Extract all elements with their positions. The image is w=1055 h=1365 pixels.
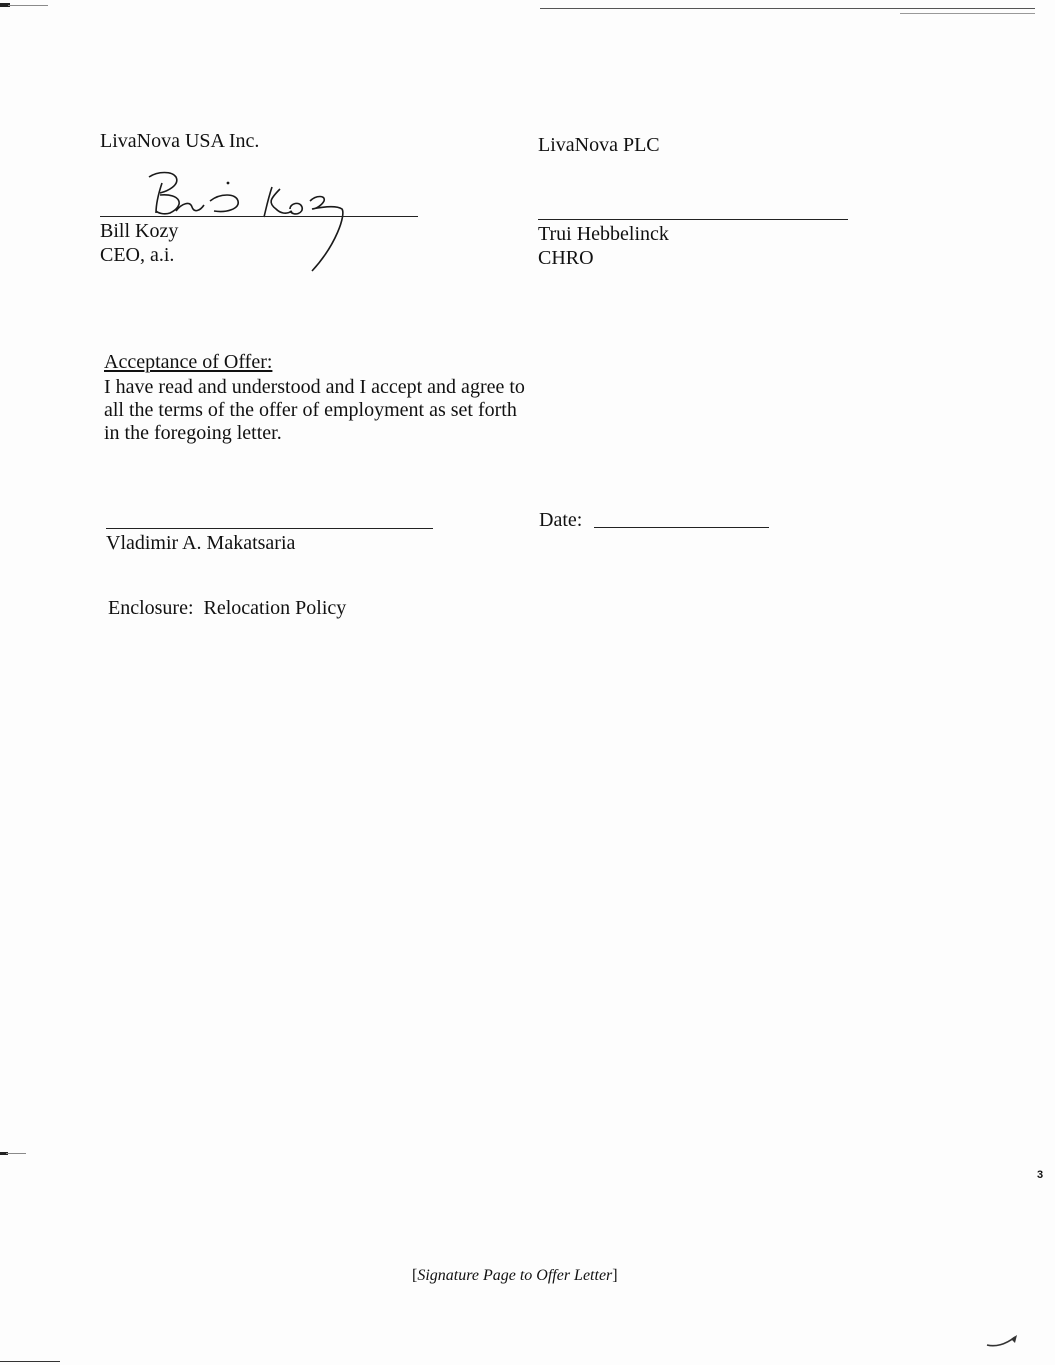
right-signature-line bbox=[538, 219, 848, 220]
scan-artifact-top-left-line bbox=[8, 5, 48, 6]
footer-caption bbox=[412, 1266, 618, 1286]
scan-artifact-top-right-line bbox=[540, 8, 1035, 9]
scan-artifact-bottom-right bbox=[985, 1333, 1025, 1353]
left-signer-name: Bill Kozy bbox=[100, 220, 179, 242]
scan-artifact-bottom-left-line bbox=[0, 1361, 60, 1362]
left-signer-title: CEO, a.i. bbox=[100, 244, 175, 266]
enclosure-text: Enclosure: Relocation Policy bbox=[108, 597, 347, 619]
acceptance-line-2: all the terms of the offer of employment as set forth bbox=[104, 399, 517, 421]
footer-italic-text: Signature Page to Offer Letter bbox=[417, 1267, 613, 1284]
footer-close-bracket: ] bbox=[612, 1267, 618, 1284]
right-signer-title: CHRO bbox=[538, 247, 594, 269]
left-company-name: LivaNova USA Inc. bbox=[100, 130, 260, 152]
page-number: 3 bbox=[1037, 1169, 1044, 1181]
right-signer-name: Trui Hebbelinck bbox=[538, 223, 669, 245]
acceptance-signer-name: Vladimir A. Makatsaria bbox=[106, 532, 296, 554]
scan-artifact-left-mid-line bbox=[6, 1153, 26, 1154]
acceptance-signature-line bbox=[106, 528, 433, 529]
bill-kozy-signature bbox=[140, 165, 440, 285]
acceptance-line-3: in the foregoing letter. bbox=[104, 422, 282, 444]
acceptance-line-1: I have read and understood and I accept and agree to bbox=[104, 376, 525, 398]
scan-artifact-top-right-line-2 bbox=[900, 13, 1035, 14]
footer-open-bracket: [ bbox=[412, 1267, 418, 1284]
date-line bbox=[594, 527, 769, 528]
acceptance-heading: Acceptance of Offer: bbox=[104, 351, 273, 373]
right-company-name: LivaNova PLC bbox=[538, 134, 660, 156]
left-signature-line bbox=[100, 216, 418, 217]
date-label: Date: bbox=[539, 509, 583, 531]
